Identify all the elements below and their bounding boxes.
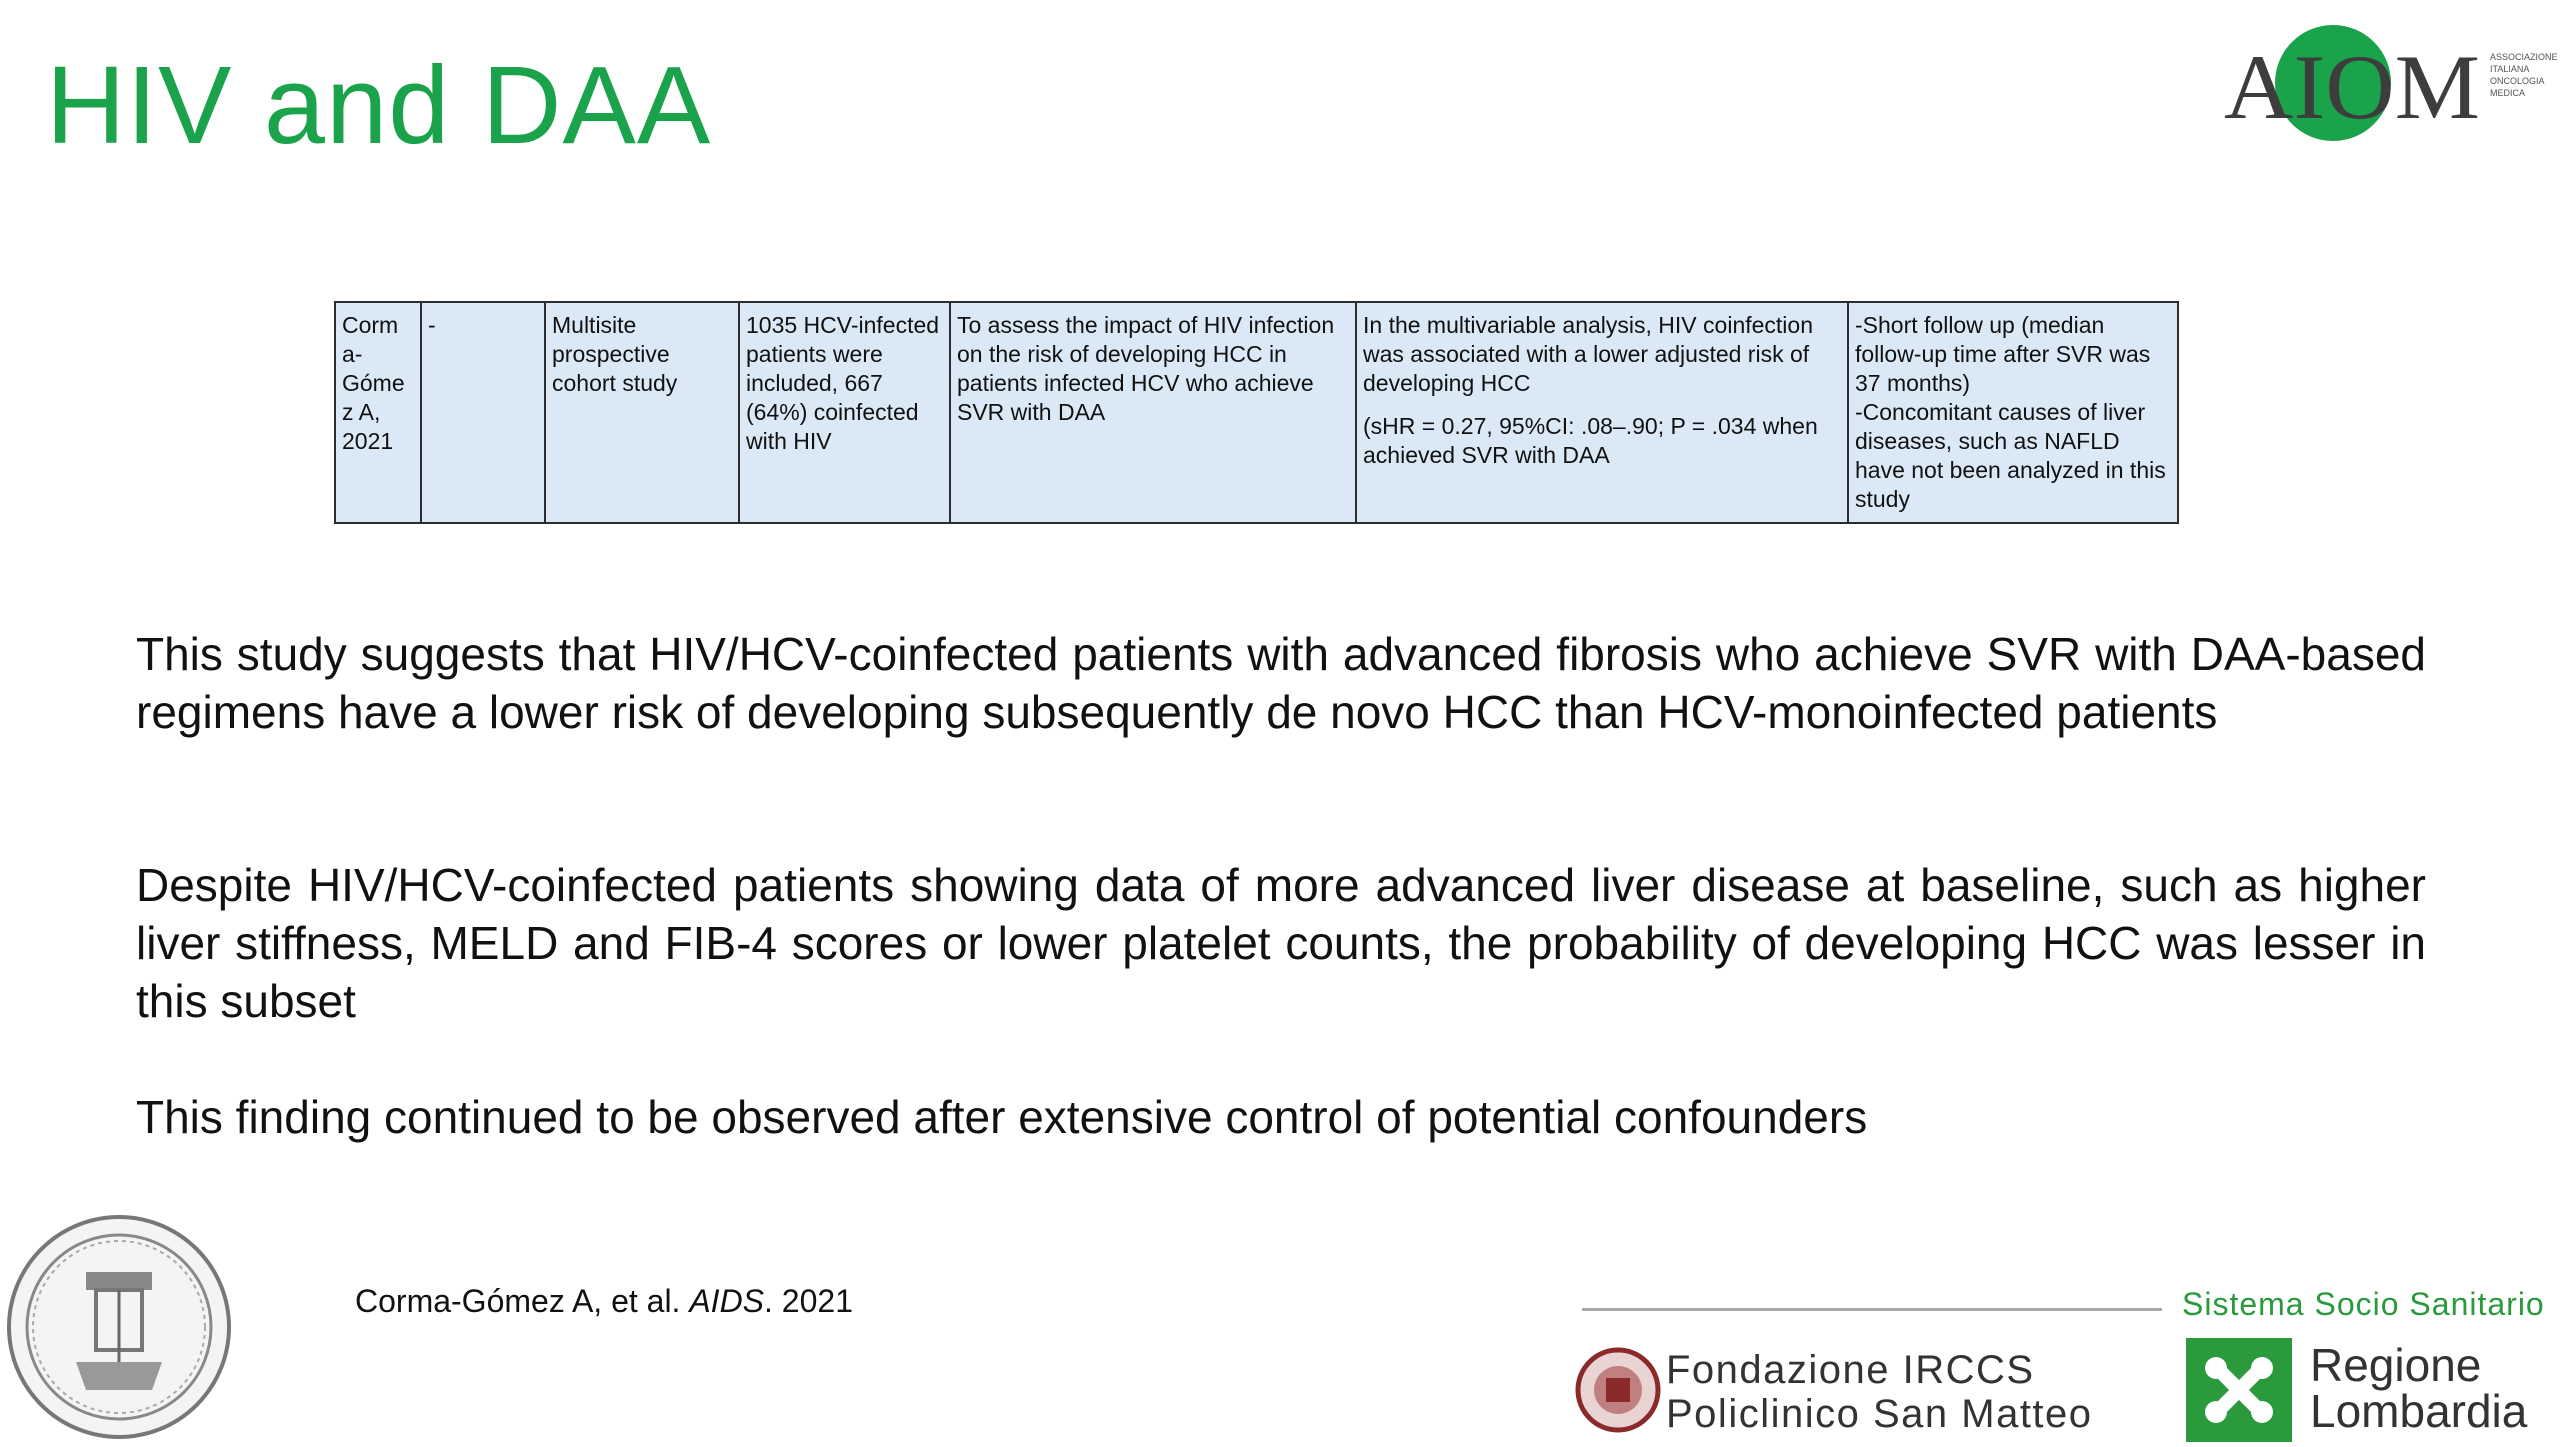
fondazione-line-1: Fondazione IRCCS — [1666, 1348, 2035, 1392]
regione-lombardia-name — [2310, 1339, 2528, 1437]
university-seal-icon — [4, 1212, 234, 1442]
aiom-logo-text: AIOM — [2224, 36, 2480, 138]
cell-aim: To assess the impact of HIV infection on the risk of developing HCC in patients infected HCV who achieve SVR with DAA — [950, 302, 1356, 523]
fondazione-name — [1666, 1348, 2093, 1436]
cell-author: Corm a-Góme z A, 2021 — [335, 302, 421, 523]
cell-population: 1035 HCV-infected patients were included, 667 (64%) coinfected with HIV — [739, 302, 950, 523]
slide-title: HIV and DAA — [46, 44, 712, 167]
cell-design: Multisite prospective cohort study — [545, 302, 739, 523]
fondazione-logo-icon — [1574, 1346, 1662, 1434]
table-row — [335, 302, 2178, 523]
paragraph-1: This study suggests that HIV/HCV-coinfected patients with advanced fibrosis who achieve SVR with DAA-based regimens have a lower risk of developing subsequently de novo HCC than HCV-monoinfected patients — [136, 628, 2426, 738]
footer-divider — [1582, 1308, 2162, 1311]
cell-col2: - — [421, 302, 545, 523]
limitation-2: -Concomitant causes of liver diseases, such as NAFLD have not been analyzed in this study — [1855, 399, 2166, 512]
aiom-caption-3: ONCOLOGIA — [2490, 76, 2545, 86]
aiom-caption-2: ITALIANA — [2490, 64, 2530, 74]
cell-results — [1356, 302, 1848, 523]
paragraph-2: Despite HIV/HCV-coinfected patients showing data of more advanced liver disease at baseline, such as higher liver stiffness, MELD and FIB-4 scores or lower platelet counts, the probability of developing HCC was lesser in this subset — [136, 859, 2426, 1027]
citation-year: . 2021 — [764, 1283, 853, 1319]
study-table — [334, 301, 2179, 524]
aiom-logo — [2220, 18, 2558, 148]
aiom-caption-4: MEDICA — [2490, 88, 2526, 98]
citation-journal: AIDS — [689, 1283, 765, 1319]
cell-limitations — [1848, 302, 2178, 523]
regione-line-2: Lombardia — [2310, 1385, 2528, 1437]
lombardia-cross-icon — [2186, 1338, 2292, 1442]
aiom-caption-1: ASSOCIAZIONE — [2490, 52, 2558, 62]
paragraph-3: This finding continued to be observed after extensive control of potential confounders — [136, 1091, 1868, 1143]
citation — [355, 1283, 853, 1320]
fondazione-line-2: Policlinico San Matteo — [1666, 1392, 2093, 1436]
limitation-1: -Short follow up (median follow-up time after SVR was 37 months) — [1855, 312, 2151, 396]
citation-authors: Corma-Gómez A, et al. — [355, 1283, 690, 1319]
results-text: In the multivariable analysis, HIV coinfection was associated with a lower adjusted risk of developing HCC — [1363, 312, 1813, 396]
regione-line-1: Regione — [2310, 1339, 2482, 1391]
results-stats: (sHR = 0.27, 95%CI: .08–.90; P = .034 when achieved SVR with DAA — [1363, 413, 1818, 468]
sistema-label: Sistema Socio Sanitario — [2182, 1286, 2545, 1322]
